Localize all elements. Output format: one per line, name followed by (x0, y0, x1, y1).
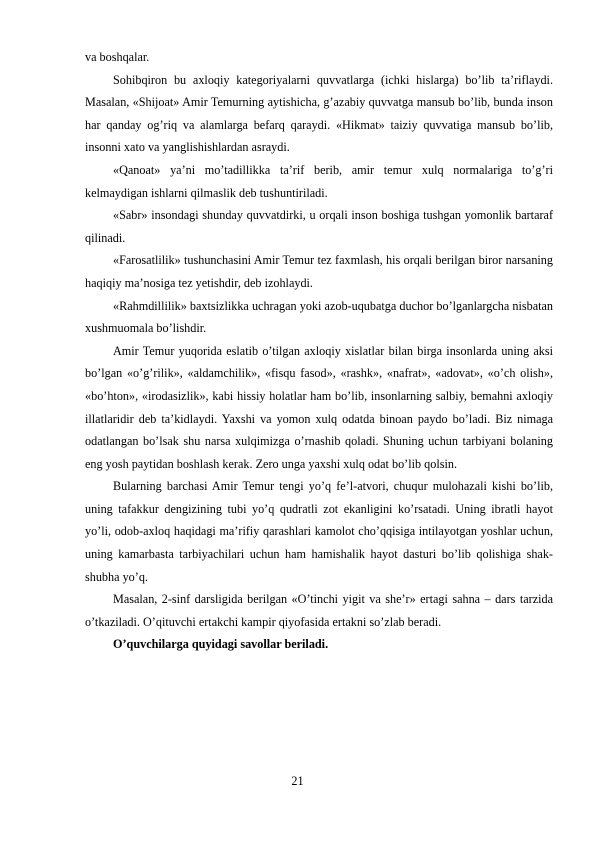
paragraph-masalan: Masalan, 2-sinf darsligida berilgan «O’tinchi yigit va she’r» ertagi sahna – dars tarzida o’tkaziladi. O’qituvchi ertakchi kampir qiyofasida ertakni so’zlab beradi. (85, 592, 553, 629)
paragraph-illatlar: Amir Temur yuqorida eslatib o’tilgan axloqiy xislatlar bilan birga insonlarda uning aksi bo’lgan «o’g’rilik», «aldamchilik», «fisqu fasod», «rashk», «nafrat», «adovat», «o’ch olish», «bo’hton», «irodasizlik», kabi hissiy holatlar ham bo’lib, insonlarning salbiy, bemahni axloqiy illatlaridir deb ta’kidlaydi. Yaxshi va yomon xulq odatda binoan paydo bo’ladi. Biz nimaga odatlangan bo’lsak shu narsa xulqimizga o’rnashib qoladi. Shuning uchun tarbiyani bolaning eng yosh paytidan boshlash kerak. Zero unga yaxshi xulq odat bo’lib qolsin. (85, 343, 553, 471)
paragraph-qanoat: «Qanoat» ya’ni mo’tadillikka ta’rif berib, amir temur xulq normalariga to’g’ri kelmaydigan ishlarni qilmaslik deb tushuntiriladi. (85, 162, 553, 200)
section-heading: O’quvchilarga quyidagi savollar beriladi. (113, 637, 329, 652)
body-text (85, 46, 553, 656)
paragraph-sohibqiron: Sohibqiron bu axloqiy kategoriyalarni quvvatlarga (ichki hislarga) bo’lib ta’riflaydi. Masalan, «Shijoat» Amir Temurning aytishicha, g’azabiy quvvatga mansub bo’lib, bunda inson har qanday og’riq va alamlarga befarq qaraydi. «Hikmat» taiziy quvvatiga mansub bo’lib, insonni xato va yanglishishlardan asraydi. (85, 72, 553, 155)
paragraph-rahmdillilik: «Rahmdillilik» baxtsizlikka uchragan yoki azob-uqubatga duchor bo’lganlargcha nisbatan xushmuomala bo’lishdir. (85, 298, 553, 336)
paragraph-sabr: «Sabr» insondagi shunday quvvatdirki, u orqali inson boshiga tushgan yomonlik bartaraf qilinadi. (85, 208, 553, 245)
paragraph-bularning: Bularning barchasi Amir Temur tengi yo’q fe’l-atvori, chuqur mulohazali kishi bo’lib, uning tafakkur dengizining tubi yo’q qudratli zot ekanligini ko’rsatadi. Uning ibratli hayot yo’li, odob-axloq haqidagi ma’rifiy qarashlari kamolot cho’qqisiga intilayotgan yoshlar uchun, uning kamarbasta tarbiyachilari uchun ham hamishalik hayot dasturi bo’lib qolishiga shak-shubha yo’q. (85, 479, 553, 584)
paragraph-farosatlilik: «Farosatlilik» tushunchasini Amir Temur tez faxmlash, his orqali berilgan biror narsaning haqiqiy ma’nosiga tez yetishdir, deb izohlaydi. (85, 253, 553, 290)
page-number: 21 (291, 774, 304, 788)
paragraph-continuation: va boshqalar. (85, 50, 150, 64)
